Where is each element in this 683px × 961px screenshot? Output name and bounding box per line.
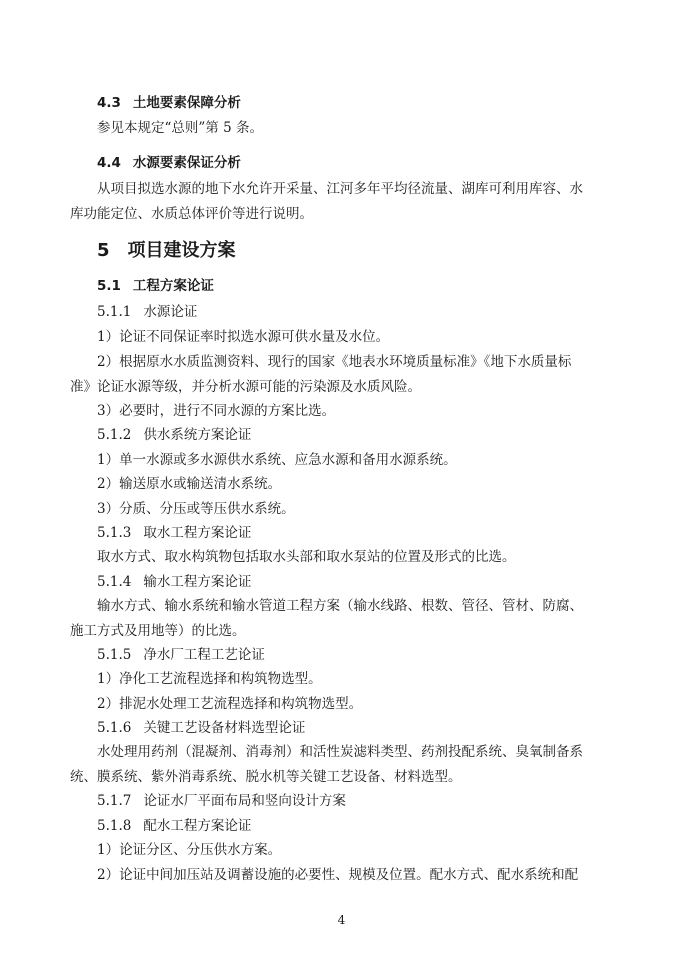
paragraph-5-1-3: 取水方式、取水构筑物包括取水头部和取水泵站的位置及形式的比选。 <box>97 549 516 565</box>
heading-4-4: 4.4 水源要素保证分析 <box>97 155 241 171</box>
heading-5-1-1: 5.1.1 水源论证 <box>97 304 198 320</box>
heading-5-1-8: 5.1.8 配水工程方案论证 <box>97 818 252 834</box>
heading-5-1-2: 5.1.2 供水系统方案论证 <box>97 427 252 443</box>
heading-5-1-5: 5.1.5 净水厂工程工艺论证 <box>97 647 265 663</box>
paragraph-5-1-6-line2: 统、膜系统、紫外消毒系统、脱水机等关键工艺设备、材料选型。 <box>70 769 462 785</box>
paragraph-4-4-line1: 从项目拟选水源的地下水允许开采量、江河多年平均径流量、湖库可利用库容、水 <box>97 181 583 197</box>
item-5-1-1-3: 3）必要时，进行不同水源的方案比选。 <box>97 403 336 419</box>
item-5-1-2-2: 2）输送原水或输送清水系统。 <box>97 476 282 492</box>
item-5-1-2-1: 1）单一水源或多水源供水系统、应急水源和备用水源系统。 <box>97 452 457 468</box>
item-5-1-1-2-line2: 准》论证水源等级，并分析水源可能的污染源及水质风险。 <box>70 379 421 395</box>
item-5-1-5-2: 2）排泥水处理工艺流程选择和构筑物选型。 <box>97 696 363 712</box>
paragraph-5-1-4-line1: 输水方式、输水系统和输水管道工程方案（输水线路、根数、管径、管材、防腐、 <box>97 598 583 614</box>
item-5-1-8-1: 1）论证分区、分压供水方案。 <box>97 842 282 858</box>
heading-4-3: 4.3 土地要素保障分析 <box>97 95 241 111</box>
heading-5-1-3: 5.1.3 取水工程方案论证 <box>97 525 252 541</box>
paragraph-4-4-line2: 库功能定位、水质总体评价等进行说明。 <box>70 206 313 222</box>
item-5-1-1-2-line1: 2）根据原水水质监测资料、现行的国家《地表水环境质量标准》《地下水质量标 <box>97 354 572 370</box>
item-5-1-2-3: 3）分质、分压或等压供水系统。 <box>97 501 295 517</box>
heading-5-1-6: 5.1.6 关键工艺设备材料选型论证 <box>97 720 306 736</box>
page-number: 4 <box>337 913 346 927</box>
paragraph-4-3: 参见本规定“总则”第 5 条。 <box>97 120 263 136</box>
paragraph-5-1-6-line1: 水处理用药剂（混凝剂、消毒剂）和活性炭滤料类型、药剂投配系统、臭氧制备系 <box>97 744 583 760</box>
heading-5-1: 5.1 工程方案论证 <box>97 278 214 294</box>
item-5-1-8-2: 2）论证中间加压站及调蓄设施的必要性、规模及位置。配水方式、配水系统和配 <box>97 867 579 883</box>
heading-5-1-4: 5.1.4 输水工程方案论证 <box>97 574 252 590</box>
item-5-1-1-1: 1）论证不同保证率时拟选水源可供水量及水位。 <box>97 329 390 345</box>
paragraph-5-1-4-line2: 施工方式及用地等）的比选。 <box>70 623 246 639</box>
heading-5: 5 项目建设方案 <box>97 240 236 261</box>
item-5-1-5-1: 1）净化工艺流程选择和构筑物选型。 <box>97 671 322 687</box>
heading-5-1-7: 5.1.7 论证水厂平面布局和竖向设计方案 <box>97 793 346 809</box>
